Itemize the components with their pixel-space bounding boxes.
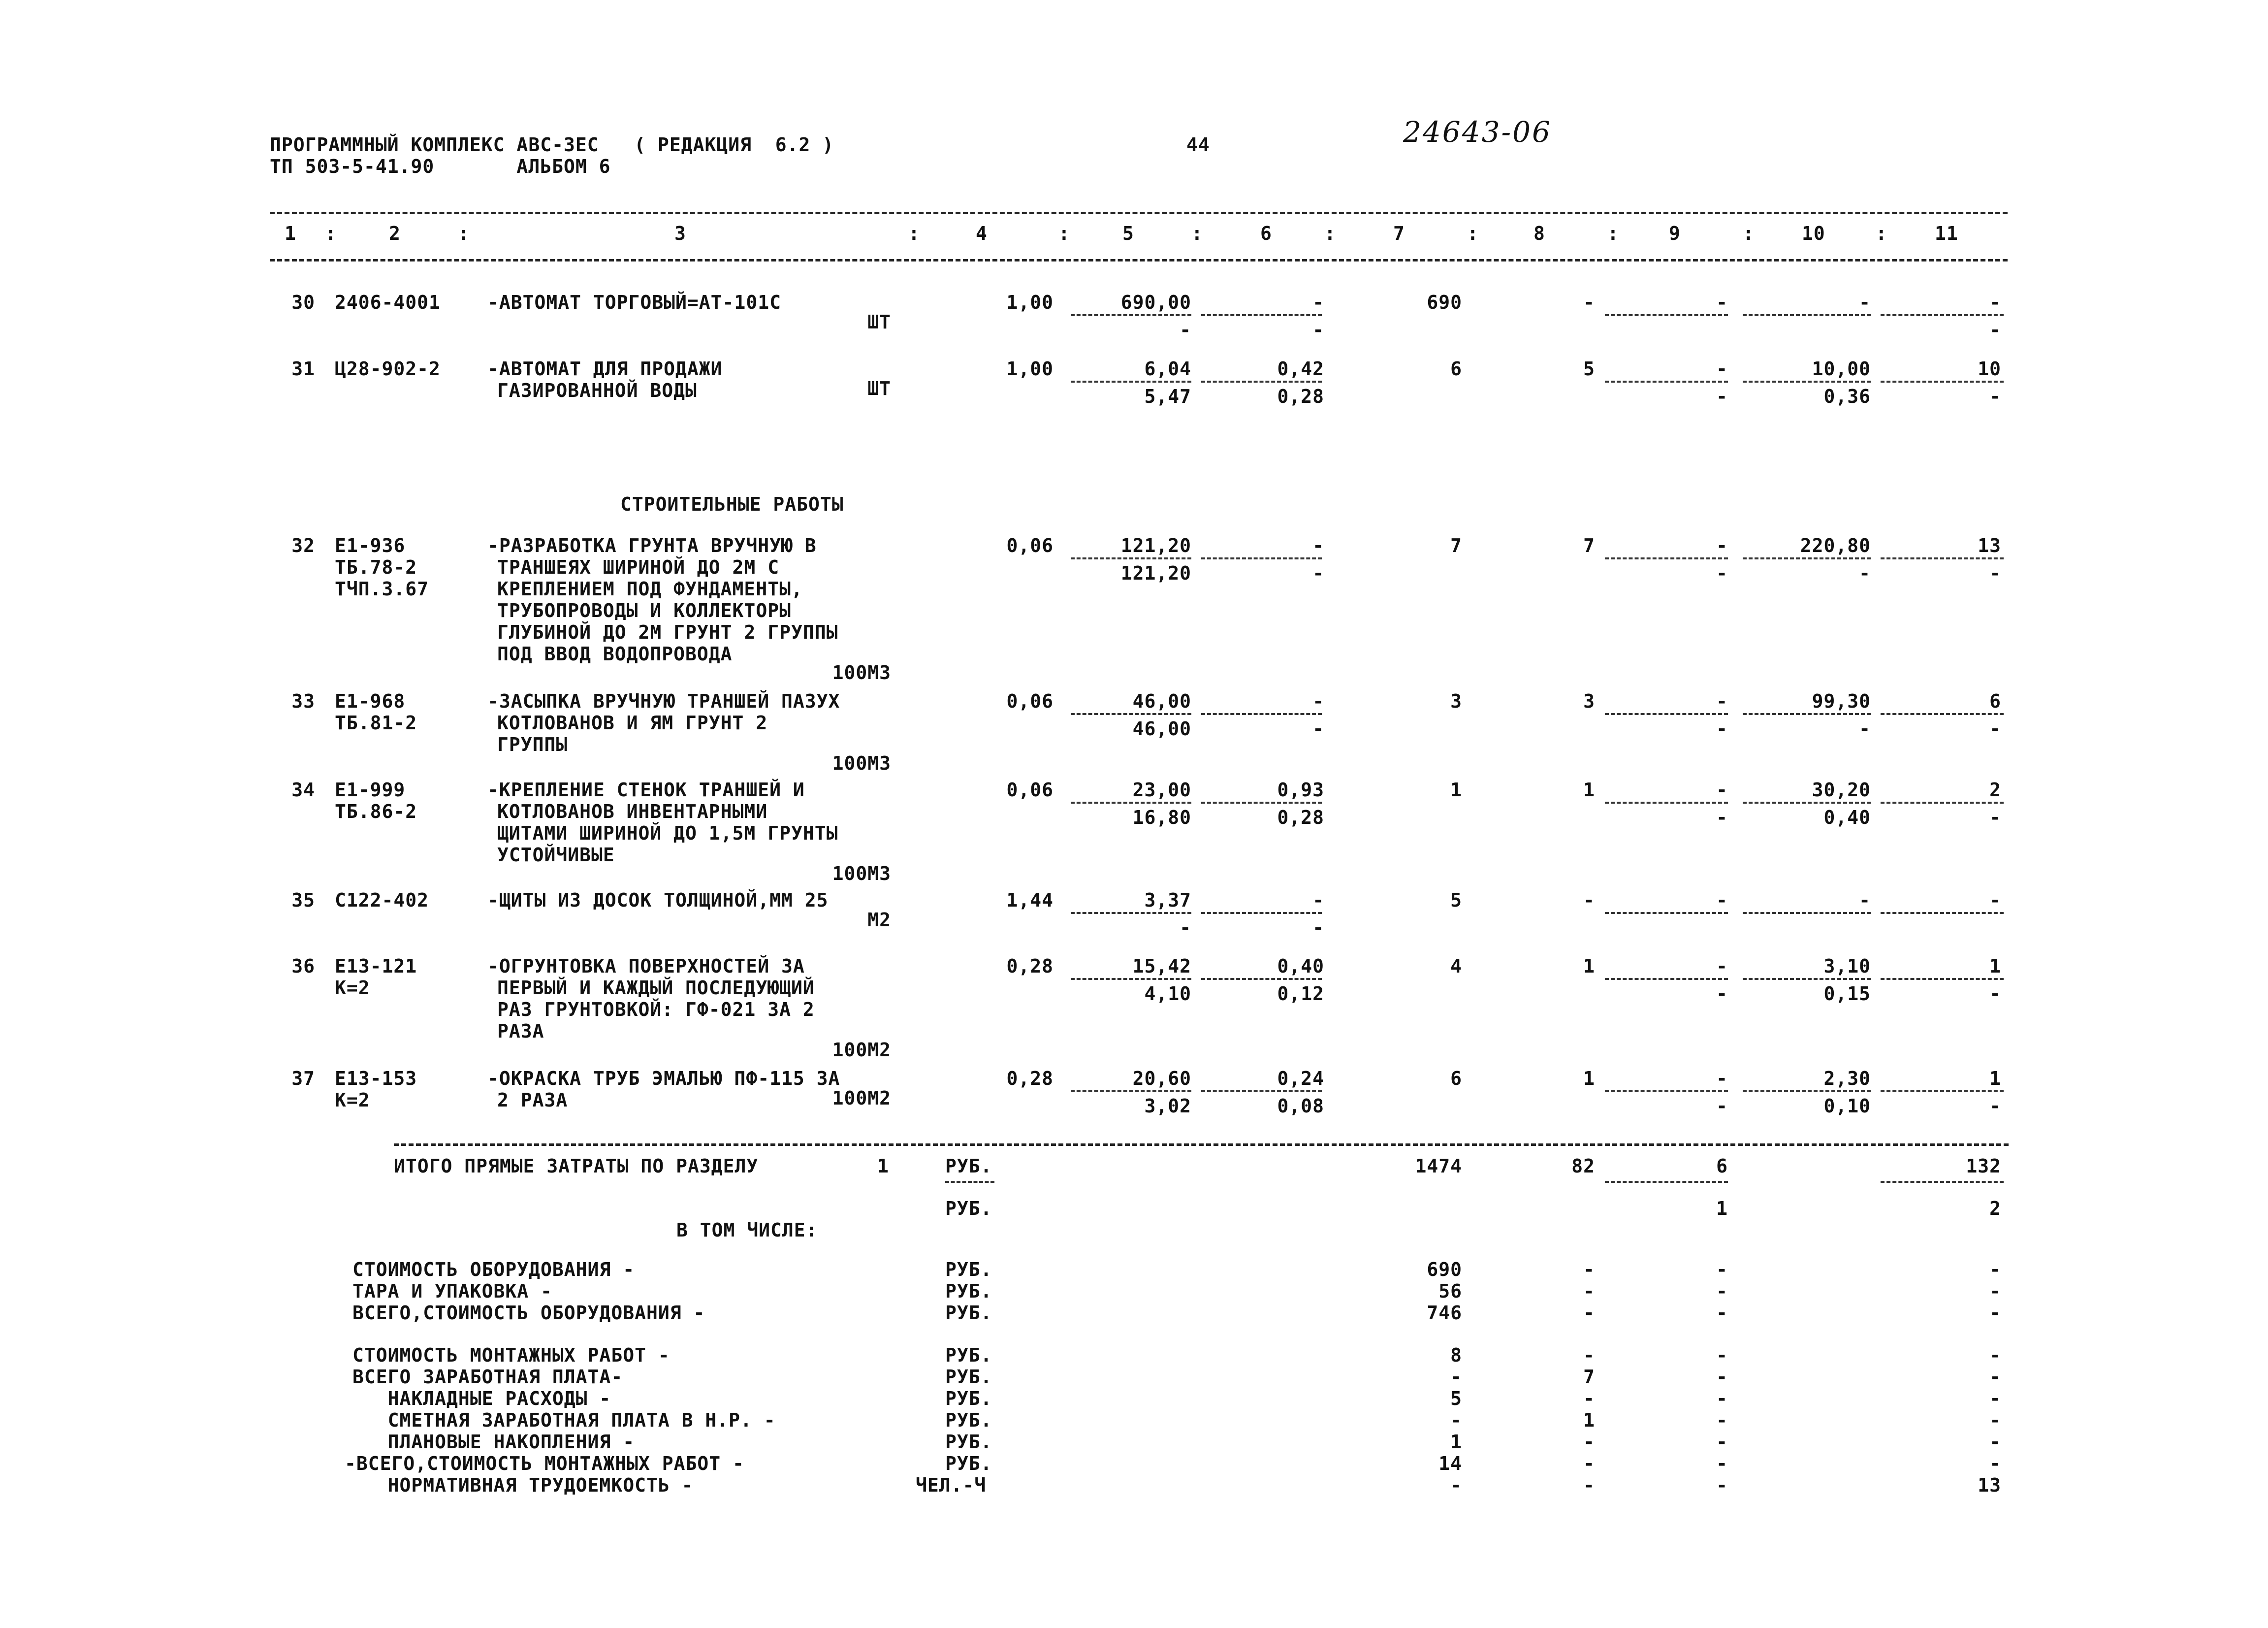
summary-col7: 8: [1450, 1344, 1462, 1366]
total-mech-wage: -: [1716, 983, 1728, 1005]
work-description: -РАЗРАБОТКА ГРУНТА ВРУЧНУЮ В: [487, 535, 817, 556]
including-label: В ТОМ ЧИСЛЕ:: [676, 1219, 818, 1241]
summary-col8: -: [1583, 1453, 1595, 1474]
rule-top: [270, 212, 2008, 214]
labor-unit: -: [1859, 889, 1871, 911]
divider: [1201, 713, 1322, 715]
divider: [1201, 1090, 1322, 1092]
summary-col8: 7: [1583, 1366, 1595, 1388]
labor-total-b: -: [1989, 807, 2001, 828]
labor-unit: -: [1859, 292, 1871, 313]
totals-col8: 82: [1571, 1155, 1595, 1177]
labor-unit: 10,00: [1812, 358, 1871, 380]
row-number: 31: [291, 358, 315, 380]
resource-code: ТБ.78-2: [335, 556, 417, 578]
unit-cost: 690,00: [1120, 292, 1191, 313]
work-description: 2 РАЗА: [497, 1089, 568, 1111]
divider: [1743, 713, 1871, 715]
summary-col7: 690: [1427, 1259, 1462, 1280]
labor-unit: 2,30: [1823, 1068, 1871, 1089]
rule-totals: [394, 1143, 2009, 1146]
unit-cost-mech: 0,42: [1277, 358, 1324, 380]
work-description: -КРЕПЛЕНИЕ СТЕНОК ТРАНШЕЙ И: [487, 779, 805, 801]
unit-wage: -: [1180, 917, 1191, 939]
labor-total: 2: [1989, 779, 2001, 801]
col-6: 6: [1260, 223, 1272, 244]
total-wage: 3: [1583, 690, 1595, 712]
work-description: ПОД ВВОД ВОДОПРОВОДА: [497, 643, 733, 665]
work-description: КОТЛОВАНОВ ИНВЕНТАРНЫМИ: [497, 801, 768, 822]
labor-unit-b: 0,15: [1823, 983, 1871, 1005]
unit-wage-mech: -: [1312, 319, 1324, 341]
unit-wage-mech: 0,28: [1277, 386, 1324, 407]
rule-header-bottom: [270, 259, 2008, 261]
labor-total-b: -: [1989, 386, 2001, 407]
resource-code: Ц28-902-2: [335, 358, 441, 380]
row-number: 32: [291, 535, 315, 556]
unit-cost-mech: 0,93: [1277, 779, 1324, 801]
total-mech: -: [1716, 292, 1728, 313]
col-3: 3: [674, 223, 686, 244]
divider: [1743, 314, 1871, 316]
resource-code: ТЧП.3.67: [335, 578, 429, 600]
labor-unit-b: -: [1859, 718, 1871, 740]
quantity: 0,06: [1006, 535, 1054, 556]
summary-col9: -: [1716, 1388, 1728, 1409]
summary-unit: РУБ.: [945, 1431, 992, 1453]
unit-cost-mech: -: [1312, 889, 1324, 911]
col-sep: :: [1324, 223, 1336, 244]
total-cost: 5: [1450, 889, 1462, 911]
summary-unit: РУБ.: [945, 1409, 992, 1431]
divider: [1071, 713, 1191, 715]
totals-col9-b: 1: [1716, 1198, 1728, 1219]
total-mech: -: [1716, 535, 1728, 556]
divider: [1201, 978, 1322, 980]
unit-cost-mech: -: [1312, 292, 1324, 313]
totals-unit: РУБ.: [945, 1155, 992, 1177]
work-description: -ЗАСЫПКА ВРУЧНУЮ ТРАНШЕЙ ПАЗУХ: [487, 690, 840, 712]
total-wage: 1: [1583, 1068, 1595, 1089]
labor-total: 1: [1989, 955, 2001, 977]
unit-wage-mech: -: [1312, 562, 1324, 584]
unit-of-measure: 100М2: [832, 1087, 891, 1109]
divider: [1881, 802, 2004, 804]
total-mech: -: [1716, 889, 1728, 911]
summary-col9: -: [1716, 1280, 1728, 1302]
summary-col8: -: [1583, 1431, 1595, 1453]
summary-col7: 5: [1450, 1388, 1462, 1409]
row-number: 33: [291, 690, 315, 712]
summary-unit: ЧЕЛ.-Ч: [916, 1474, 987, 1496]
resource-code: Е13-153: [335, 1068, 417, 1089]
unit-wage-mech: 0,08: [1277, 1095, 1324, 1117]
work-description: КРЕПЛЕНИЕМ ПОД ФУНДАМЕНТЫ,: [497, 578, 803, 600]
labor-total: 6: [1989, 690, 2001, 712]
labor-total: 10: [1978, 358, 2001, 380]
col-8: 8: [1533, 223, 1545, 244]
labor-unit-b: 0,40: [1823, 807, 1871, 828]
divider: [1071, 1090, 1191, 1092]
unit-cost: 23,00: [1132, 779, 1191, 801]
col-4: 4: [976, 223, 988, 244]
col-9: 9: [1669, 223, 1681, 244]
summary-label: -ВСЕГО,СТОИМОСТЬ МОНТАЖНЫХ РАБОТ -: [345, 1453, 744, 1474]
totals-col7: 1474: [1415, 1155, 1462, 1177]
divider: [1071, 381, 1191, 383]
summary-col11: -: [1989, 1259, 2001, 1280]
work-description: ТРАНШЕЯХ ШИРИНОЙ ДО 2М С: [497, 556, 780, 578]
divider: [1881, 1090, 2004, 1092]
quantity: 1,00: [1006, 358, 1054, 380]
unit-cost: 15,42: [1132, 955, 1191, 977]
total-mech: -: [1716, 955, 1728, 977]
unit-of-measure: 100М3: [832, 662, 891, 684]
work-description: ГРУППЫ: [497, 734, 568, 755]
labor-unit: 3,10: [1823, 955, 1871, 977]
unit-cost-mech: 0,40: [1277, 955, 1324, 977]
summary-label: ВСЕГО ЗАРАБОТНАЯ ПЛАТА-: [352, 1366, 623, 1388]
unit-of-measure: М2: [867, 909, 891, 931]
divider: [1605, 381, 1728, 383]
labor-total-b: -: [1989, 1095, 2001, 1117]
totals-col11: 132: [1966, 1155, 2001, 1177]
col-7: 7: [1393, 223, 1405, 244]
summary-label: ТАРА И УПАКОВКА -: [352, 1280, 552, 1302]
summary-col9: -: [1716, 1344, 1728, 1366]
totals-col9: 6: [1716, 1155, 1728, 1177]
summary-col11: -: [1989, 1409, 2001, 1431]
labor-total: -: [1989, 292, 2001, 313]
summary-unit: РУБ.: [945, 1259, 992, 1280]
summary-col8: -: [1583, 1388, 1595, 1409]
unit-of-measure: 100М3: [832, 863, 891, 884]
divider: [1881, 978, 2004, 980]
total-mech-wage: -: [1716, 807, 1728, 828]
summary-unit: РУБ.: [945, 1302, 992, 1324]
divider: [1605, 713, 1728, 715]
unit-wage-mech: 0,28: [1277, 807, 1324, 828]
col-sep: :: [458, 223, 470, 244]
quantity: 0,06: [1006, 690, 1054, 712]
summary-col11: -: [1989, 1280, 2001, 1302]
row-number: 30: [291, 292, 315, 313]
summary-col8: -: [1583, 1259, 1595, 1280]
divider: [1743, 557, 1871, 559]
summary-label: СТОИМОСТЬ ОБОРУДОВАНИЯ -: [352, 1259, 635, 1280]
row-number: 34: [291, 779, 315, 801]
unit-cost: 46,00: [1132, 690, 1191, 712]
divider: [1881, 314, 2004, 316]
summary-col7: -: [1450, 1409, 1462, 1431]
quantity: 0,28: [1006, 955, 1054, 977]
summary-label: СМЕТНАЯ ЗАРАБОТНАЯ ПЛАТА В Н.Р. -: [352, 1409, 776, 1431]
divider: [1605, 1181, 1728, 1183]
total-wage: 7: [1583, 535, 1595, 556]
total-cost: 690: [1427, 292, 1462, 313]
unit-wage-mech: -: [1312, 718, 1324, 740]
unit-wage: 4,10: [1144, 983, 1191, 1005]
divider: [1605, 912, 1728, 914]
work-description: ГАЗИРОВАННОЙ ВОДЫ: [497, 380, 697, 401]
labor-unit: 220,80: [1800, 535, 1871, 556]
project-album: ТП 503-5-41.90 АЛЬБОМ 6: [270, 156, 611, 177]
work-description: ПЕРВЫЙ И КАЖДЫЙ ПОСЛЕДУЮЩИЙ: [497, 977, 815, 999]
quantity: 0,06: [1006, 779, 1054, 801]
divider: [1071, 912, 1191, 914]
divider: [1071, 802, 1191, 804]
work-description: -ЩИТЫ ИЗ ДОСОК ТОЛЩИНОЙ,ММ 25: [487, 889, 829, 911]
divider: [1201, 802, 1322, 804]
summary-col7: 14: [1438, 1453, 1462, 1474]
summary-unit: РУБ.: [945, 1366, 992, 1388]
divider: [1605, 802, 1728, 804]
summary-col7: 56: [1438, 1280, 1462, 1302]
unit-of-measure: 100М3: [832, 752, 891, 774]
divider: [1071, 314, 1191, 316]
unit-of-measure: 100М2: [832, 1039, 891, 1061]
unit-cost: 121,20: [1120, 535, 1191, 556]
summary-col9: -: [1716, 1409, 1728, 1431]
divider: [1201, 912, 1322, 914]
work-description: -ОКРАСКА ТРУБ ЭМАЛЬЮ ПФ-115 ЗА: [487, 1068, 840, 1089]
labor-total-b: -: [1989, 983, 2001, 1005]
summary-col8: -: [1583, 1474, 1595, 1496]
total-mech-wage: -: [1716, 386, 1728, 407]
divider: [1881, 713, 2004, 715]
resource-code: ТБ.86-2: [335, 801, 417, 822]
resource-code: Е13-121: [335, 955, 417, 977]
divider: [1881, 381, 2004, 383]
unit-wage: 46,00: [1132, 718, 1191, 740]
divider: [1605, 1090, 1728, 1092]
total-wage: 5: [1583, 358, 1595, 380]
summary-col11: 13: [1978, 1474, 2001, 1496]
work-description: ГЛУБИНОЙ ДО 2М ГРУНТ 2 ГРУППЫ: [497, 621, 838, 643]
divider: [1201, 314, 1322, 316]
summary-col8: -: [1583, 1280, 1595, 1302]
total-mech-wage: -: [1716, 718, 1728, 740]
summary-col9: -: [1716, 1259, 1728, 1280]
summary-col9: -: [1716, 1431, 1728, 1453]
summary-col11: -: [1989, 1388, 2001, 1409]
divider: [1743, 978, 1871, 980]
total-mech: -: [1716, 1068, 1728, 1089]
col-sep: :: [1058, 223, 1070, 244]
summary-label: СТОИМОСТЬ МОНТАЖНЫХ РАБОТ -: [352, 1344, 670, 1366]
totals-unit-2: РУБ.: [945, 1198, 992, 1219]
summary-col11: -: [1989, 1453, 2001, 1474]
unit-of-measure: ШТ: [867, 311, 891, 333]
resource-code: Е1-999: [335, 779, 406, 801]
quantity: 1,44: [1006, 889, 1054, 911]
unit-of-measure: ШТ: [867, 378, 891, 399]
row-number: 36: [291, 955, 315, 977]
row-number: 35: [291, 889, 315, 911]
labor-total: 1: [1989, 1068, 2001, 1089]
unit-wage-mech: -: [1312, 917, 1324, 939]
col-sep: :: [1607, 223, 1619, 244]
divider: [1743, 802, 1871, 804]
col-sep: :: [1467, 223, 1479, 244]
work-description: -АВТОМАТ ТОРГОВЫЙ=АТ-101С: [487, 292, 781, 313]
total-cost: 6: [1450, 1068, 1462, 1089]
col-sep: :: [1191, 223, 1203, 244]
summary-label: НОРМАТИВНАЯ ТРУДОЕМКОСТЬ -: [352, 1474, 694, 1496]
resource-code: К=2: [335, 1089, 370, 1111]
totals-section: 1: [877, 1155, 889, 1177]
col-sep: :: [908, 223, 920, 244]
total-mech: -: [1716, 358, 1728, 380]
summary-col11: -: [1989, 1431, 2001, 1453]
summary-col9: -: [1716, 1474, 1728, 1496]
resource-code: Е1-968: [335, 690, 406, 712]
labor-unit: 99,30: [1812, 690, 1871, 712]
col-5: 5: [1122, 223, 1134, 244]
total-wage: -: [1583, 292, 1595, 313]
summary-col9: -: [1716, 1302, 1728, 1324]
unit-cost-mech: -: [1312, 690, 1324, 712]
summary-col8: -: [1583, 1302, 1595, 1324]
unit-cost: 6,04: [1144, 358, 1191, 380]
unit-wage: 121,20: [1120, 562, 1191, 584]
total-mech-wage: -: [1716, 1095, 1728, 1117]
work-description: УСТОЙЧИВЫЕ: [497, 844, 615, 866]
unit-wage: 5,47: [1144, 386, 1191, 407]
col-1: 1: [285, 223, 296, 244]
summary-col7: 1: [1450, 1431, 1462, 1453]
labor-unit: 30,20: [1812, 779, 1871, 801]
section-title: СТРОИТЕЛЬНЫЕ РАБОТЫ: [620, 493, 844, 515]
total-mech: -: [1716, 690, 1728, 712]
work-description: -АВТОМАТ ДЛЯ ПРОДАЖИ: [487, 358, 723, 380]
work-description: КОТЛОВАНОВ И ЯМ ГРУНТ 2: [497, 712, 768, 734]
summary-col11: -: [1989, 1302, 2001, 1324]
divider: [1605, 557, 1728, 559]
total-cost: 7: [1450, 535, 1462, 556]
quantity: 0,28: [1006, 1068, 1054, 1089]
total-mech: -: [1716, 779, 1728, 801]
unit-cost: 20,60: [1132, 1068, 1191, 1089]
page-number: 44: [1186, 134, 1210, 156]
divider: [1605, 314, 1728, 316]
work-description: РАЗ ГРУНТОВКОЙ: ГФ-021 ЗА 2: [497, 999, 815, 1020]
divider: [1881, 557, 2004, 559]
work-description: ЩИТАМИ ШИРИНОЙ ДО 1,5М ГРУНТЫ: [497, 822, 838, 844]
summary-unit: РУБ.: [945, 1453, 992, 1474]
total-wage: -: [1583, 889, 1595, 911]
summary-label: ПЛАНОВЫЕ НАКОПЛЕНИЯ -: [352, 1431, 635, 1453]
col-sep: :: [1876, 223, 1887, 244]
divider: [1071, 557, 1191, 559]
divider: [1201, 381, 1322, 383]
total-wage: 1: [1583, 955, 1595, 977]
work-description: РАЗА: [497, 1020, 544, 1042]
summary-col7: 746: [1427, 1302, 1462, 1324]
labor-unit-b: 0,10: [1823, 1095, 1871, 1117]
unit-wage: 16,80: [1132, 807, 1191, 828]
total-cost: 3: [1450, 690, 1462, 712]
labor-total: -: [1989, 889, 2001, 911]
unit-wage: 3,02: [1144, 1095, 1191, 1117]
summary-unit: РУБ.: [945, 1280, 992, 1302]
resource-code: Е1-936: [335, 535, 406, 556]
summary-col7: -: [1450, 1474, 1462, 1496]
program-title: ПРОГРАММНЫЙ КОМПЛЕКС АВС-3ЕС ( РЕДАКЦИЯ 6.2 ): [270, 134, 834, 156]
col-11: 11: [1935, 223, 1958, 244]
summary-col8: 1: [1583, 1409, 1595, 1431]
work-description: ТРУБОПРОВОДЫ И КОЛЛЕКТОРЫ: [497, 600, 791, 621]
work-description: -ОГРУНТОВКА ПОВЕРХНОСТЕЙ ЗА: [487, 955, 805, 977]
total-cost: 4: [1450, 955, 1462, 977]
quantity: 1,00: [1006, 292, 1054, 313]
unit-cost: 3,37: [1144, 889, 1191, 911]
summary-col11: -: [1989, 1366, 2001, 1388]
summary-label: НАКЛАДНЫЕ РАСХОДЫ -: [352, 1388, 611, 1409]
summary-col9: -: [1716, 1453, 1728, 1474]
col-10: 10: [1802, 223, 1825, 244]
labor-total-b: -: [1989, 718, 2001, 740]
summary-col11: -: [1989, 1344, 2001, 1366]
totals-label: ИТОГО ПРЯМЫЕ ЗАТРАТЫ ПО РАЗДЕЛУ: [394, 1155, 759, 1177]
divider: [1071, 978, 1191, 980]
total-mech-wage: -: [1716, 562, 1728, 584]
resource-code: 2406-4001: [335, 292, 441, 313]
labor-total-b: -: [1989, 562, 2001, 584]
unit-wage-mech: 0,12: [1277, 983, 1324, 1005]
labor-total-b: -: [1989, 319, 2001, 341]
labor-unit-b: 0,36: [1823, 386, 1871, 407]
divider: [1605, 978, 1728, 980]
labor-total: 13: [1978, 535, 2001, 556]
divider: [945, 1181, 994, 1183]
resource-code: ТБ.81-2: [335, 712, 417, 734]
divider: [1743, 1090, 1871, 1092]
divider: [1881, 912, 2004, 914]
divider: [1201, 557, 1322, 559]
summary-label: ВСЕГО,СТОИМОСТЬ ОБОРУДОВАНИЯ -: [352, 1302, 705, 1324]
unit-wage: -: [1180, 319, 1191, 341]
unit-cost-mech: -: [1312, 535, 1324, 556]
col-2: 2: [389, 223, 401, 244]
summary-col8: -: [1583, 1344, 1595, 1366]
resource-code: С122-402: [335, 889, 429, 911]
summary-col7: -: [1450, 1366, 1462, 1388]
resource-code: К=2: [335, 977, 370, 999]
labor-unit-b: -: [1859, 562, 1871, 584]
summary-unit: РУБ.: [945, 1344, 992, 1366]
col-sep: :: [325, 223, 337, 244]
col-sep: :: [1743, 223, 1755, 244]
divider: [1743, 381, 1871, 383]
total-wage: 1: [1583, 779, 1595, 801]
totals-col11-b: 2: [1989, 1198, 2001, 1219]
handwritten-doc-number: 24643-06: [1403, 115, 1552, 149]
row-number: 37: [291, 1068, 315, 1089]
divider: [1881, 1181, 2004, 1183]
total-cost: 6: [1450, 358, 1462, 380]
divider: [1743, 912, 1871, 914]
summary-unit: РУБ.: [945, 1388, 992, 1409]
total-cost: 1: [1450, 779, 1462, 801]
summary-col9: -: [1716, 1366, 1728, 1388]
unit-cost-mech: 0,24: [1277, 1068, 1324, 1089]
